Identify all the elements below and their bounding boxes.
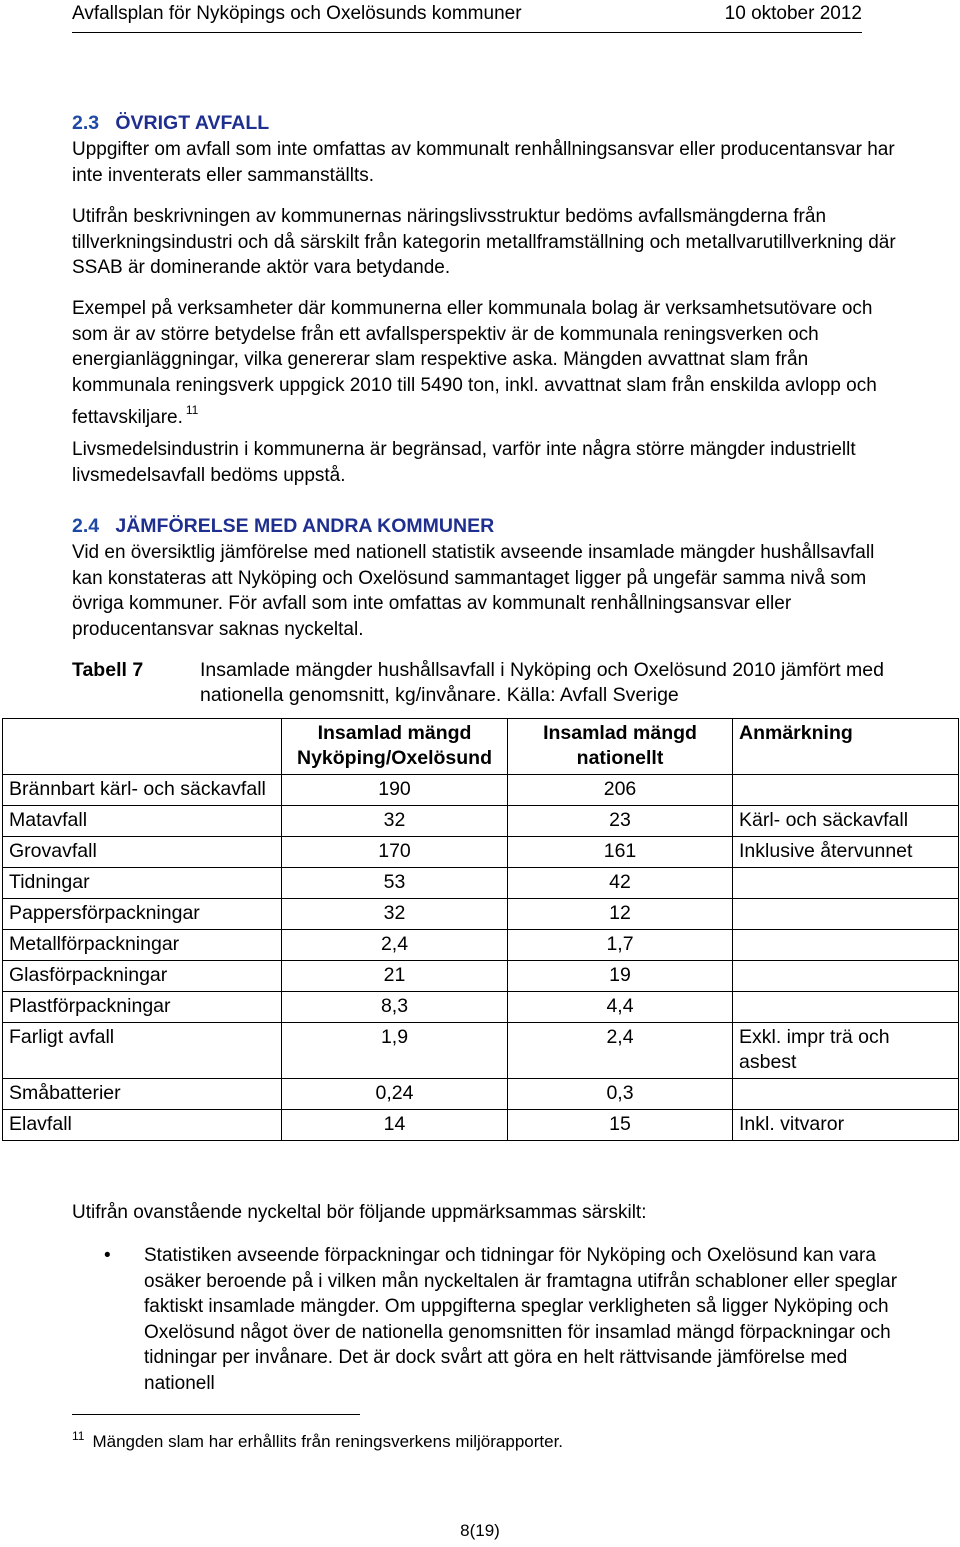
table-row [3,806,959,837]
value-local: 14 [282,1110,508,1141]
remark [733,992,959,1023]
row-label: Farligt avfall [3,1023,282,1079]
section-title: ÖVRIGT AVFALL [115,112,270,134]
value-national: 42 [508,868,733,899]
remark [733,961,959,992]
value-national: 206 [508,775,733,806]
bullet-marker: • [104,1245,111,1266]
row-label: Matavfall [3,806,282,837]
waste-comparison-table [2,718,959,1141]
paragraph: Utifrån beskrivningen av kommunernas näringslivsstruktur bedöms avfallsmängderna från tillverkningsindustri och då särskilt från kategorin metallframställning och metallvarutillverkning där SSAB är dominerande aktör vara betydande. [72,206,896,278]
section-heading-2-3 [72,110,269,136]
value-national: 1,7 [508,930,733,961]
value-national: 19 [508,961,733,992]
table-row [3,775,959,806]
paragraph: Livsmedelsindustrin i kommunerna är begränsad, varför inte några större mängder industriellt livsmedelsavfall bedöms uppstå. [72,439,856,486]
column-header [3,719,282,775]
value-local: 190 [282,775,508,806]
value-local: 53 [282,868,508,899]
footnote [72,1424,563,1454]
column-header: Anmärkning [733,719,959,775]
value-national: 161 [508,837,733,868]
remark: Exkl. impr trä och asbest [733,1023,959,1079]
section-number: 2.3 [72,112,100,134]
remark: Inkl. vitvaror [733,1110,959,1141]
row-label: Plastförpackningar [3,992,282,1023]
row-label: Elavfall [3,1110,282,1141]
paragraph: Vid en översiktlig jämförelse med nationell statistik avseende insamlade mängder hushållsavfall kan konstateras att Nyköping och Oxelösund sammantaget ligger på ungefär samma nivå som övriga kommuner. För avfall som inte omfattas av kommunalt renhållningsansvar eller producentansvar saknas nyckeltal. [72,542,875,640]
remark [733,930,959,961]
row-label: Tidningar [3,868,282,899]
remark [733,1079,959,1110]
column-header: Insamlad mängd Nyköping/Oxelösund [282,719,508,775]
table-row [3,930,959,961]
value-national: 0,3 [508,1079,733,1110]
bullet-item: Statistiken avseende förpackningar och tidningar för Nyköping och Oxelösund kan vara osäker beroende på i vilken mån nyckeltalen är framtagna utifrån schabloner eller speglar faktiskt insamlade mängder. Om uppgifterna speglar verkligheten så ligger Nyköping och Oxelösund något över de nationella genomsnitten för insamlad mängd förpackningar och tidningar per invånare. Det är dock svårt att göra en helt rättvisande jämförelse med nationell [144,1245,898,1394]
footnote-number: 11 [72,1429,85,1443]
footnote-reference: 11 [185,403,199,417]
section-title: JÄMFÖRELSE MED ANDRA KOMMUNER [115,515,495,537]
document-header-title: Avfallsplan för Nyköpings och Oxelösunds kommuner [72,3,522,24]
table-caption: Insamlade mängder hushållsavfall i Nyköping och Oxelösund 2010 jämfört med nationella genomsnitt, kg/invånare. Källa: Avfall Sverige [200,659,884,706]
value-national: 15 [508,1110,733,1141]
table-row [3,1110,959,1141]
table-row [3,1079,959,1110]
table-row [3,1023,959,1079]
value-national: 23 [508,806,733,837]
value-local: 0,24 [282,1079,508,1110]
remark: Inklusive återvunnet [733,837,959,868]
table-row [3,868,959,899]
table-label: Tabell 7 [72,659,144,681]
row-label: Pappersförpackningar [3,899,282,930]
paragraph [72,296,902,431]
value-national: 12 [508,899,733,930]
row-label: Glasförpackningar [3,961,282,992]
value-local: 8,3 [282,992,508,1023]
table-row [3,837,959,868]
row-label: Metallförpackningar [3,930,282,961]
value-local: 32 [282,899,508,930]
value-local: 32 [282,806,508,837]
column-header: Insamlad mängd nationellt [508,719,733,775]
remark [733,868,959,899]
footnote-divider [72,1414,360,1415]
section-heading-2-4 [72,513,494,539]
paragraph-text: Exempel på verksamheter där kommunerna eller kommunala bolag är verksamhetsutövare och som är av större betydelse från ett avfallsperspektiv är de kommunala reningsverken och energianläggningar, vilka genererar slam respektive aska. Mängden avvattnat slam från kommunala reningsverk uppgick 2010 till 5490 ton, inkl. avvattnat slam från enskilda avlopp och fettavskiljare. [72,298,877,428]
value-local: 2,4 [282,930,508,961]
table-row [3,961,959,992]
paragraph: Utifrån ovanstående nyckeltal bör följande uppmärksammas särskilt: [72,1202,647,1223]
remark [733,775,959,806]
row-label: Grovavfall [3,837,282,868]
value-national: 2,4 [508,1023,733,1079]
remark [733,899,959,930]
section-number: 2.4 [72,515,100,537]
footnote-text: Mängden slam har erhållits från reningsverkens miljörapporter. [92,1432,564,1451]
row-label: Småbatterier [3,1079,282,1110]
table-header-row [3,719,959,775]
value-local: 21 [282,961,508,992]
header-divider [72,32,862,33]
page-number: 8(19) [460,1521,500,1540]
paragraph: Uppgifter om avfall som inte omfattas av kommunalt renhållningsansvar eller producentansvar har inte inventerats eller sammanställts. [72,139,895,186]
table-row [3,899,959,930]
table-row [3,992,959,1023]
value-local: 1,9 [282,1023,508,1079]
value-local: 170 [282,837,508,868]
remark: Kärl- och säckavfall [733,806,959,837]
row-label: Brännbart kärl- och säckavfall [3,775,282,806]
document-header-date: 10 oktober 2012 [724,3,862,24]
value-national: 4,4 [508,992,733,1023]
